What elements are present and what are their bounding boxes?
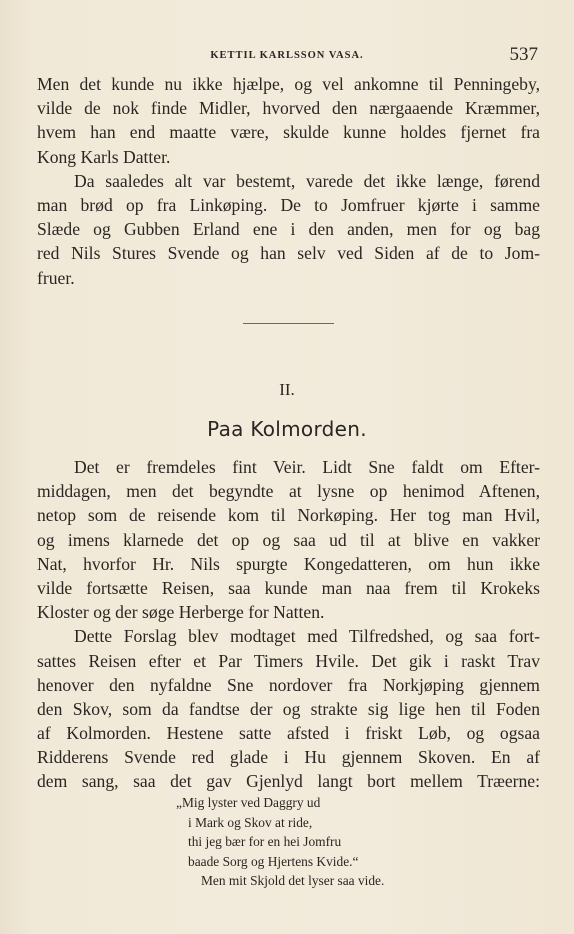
chapter-number: II. xyxy=(279,380,295,399)
text-line: Det er fremdeles fint Veir. Lidt Sne faldt om Efter- xyxy=(74,457,540,477)
text-line: red Nils Stures Svende og han selv ved Siden af de to Jom- xyxy=(37,243,540,264)
text-line: og imens klarnede det op og saa ud til at blive en vakker xyxy=(37,529,540,550)
running-title: KETTIL KARLSSON VASA. xyxy=(210,50,364,61)
text-line: middagen, men det begyndte at lysne op henimod Aftenen, xyxy=(37,481,540,502)
paragraph xyxy=(37,455,540,624)
paragraph xyxy=(37,169,540,290)
text-line: vilde fortsætte Reisen, saa kunde man naa frem til Krokeks xyxy=(37,577,540,598)
poem-line: thi jeg bær for en hei Jomfru xyxy=(188,834,342,850)
section-2 xyxy=(37,455,540,794)
section-1 xyxy=(37,72,540,290)
poem-line: „Mig lyster ved Daggry ud xyxy=(176,795,321,810)
poem-line: i Mark og Skov at ride, xyxy=(188,814,313,830)
poem-line: Men mit Skjold det lyser saa vide. xyxy=(201,873,385,889)
text-line: Nat, hvorfor Hr. Nils spurgte Kongedatteren, om hun ikke xyxy=(37,553,540,574)
text-line: Ridderens Svende red glade i Hu gjennem Skoven. En af xyxy=(37,747,540,768)
chapter-title: Paa Kolmorden. xyxy=(207,417,367,441)
text-line: den Skov, som da fandtse der og strakte sig lige hen til Foden xyxy=(37,698,540,719)
text-line: Slæde og Gubben Erland ene i den anden, men for og bag xyxy=(37,219,540,240)
text-line: henover den nyfaldne Sne nordover fra Norkjøping gjennem xyxy=(37,674,540,695)
poem-verse xyxy=(176,793,384,891)
text-line: hvem han end maatte være, skulde kunne holdes fjernet fra xyxy=(37,122,540,143)
text-line: Kong Karls Datter. xyxy=(37,146,171,167)
page-header xyxy=(0,44,574,74)
section-divider xyxy=(243,323,334,324)
poem-line: baade Sorg og Hjertens Kvide.“ xyxy=(188,853,359,869)
text-line: sattes Reisen efter et Par Timers Hvile. Det gik i raskt Trav xyxy=(37,650,540,671)
paragraph xyxy=(37,72,540,169)
text-line: af Kolmorden. Hestene satte afsted i friskt Løb, og ogsaa xyxy=(37,723,540,744)
text-line: Da saaledes alt var bestemt, varede det ikke længe, førend xyxy=(74,170,540,191)
text-line: Dette Forslag blev modtaget med Tilfredshed, og saa fort- xyxy=(74,626,540,647)
page-number: 537 xyxy=(509,44,538,65)
text-line: Kloster og der søge Herberge for Natten. xyxy=(37,602,325,623)
text-line: netop som de reisende kom til Norkøping. Her tog man Hvil, xyxy=(37,505,540,526)
text-line: dem sang, saa det gav Gjenlyd langt bort mellem Træerne: xyxy=(37,771,540,792)
text-line: man brød op fra Linkøping. De to Jomfruer kjørte i samme xyxy=(37,194,540,215)
text-line: Men det kunde nu ikke hjælpe, og vel ankomne til Penningeby, xyxy=(37,74,540,94)
text-line: vilde de nok finde Midler, hvorved den nærgaaende Kræmmer, xyxy=(37,98,540,119)
text-line: fruer. xyxy=(37,267,75,288)
paragraph xyxy=(37,624,540,793)
